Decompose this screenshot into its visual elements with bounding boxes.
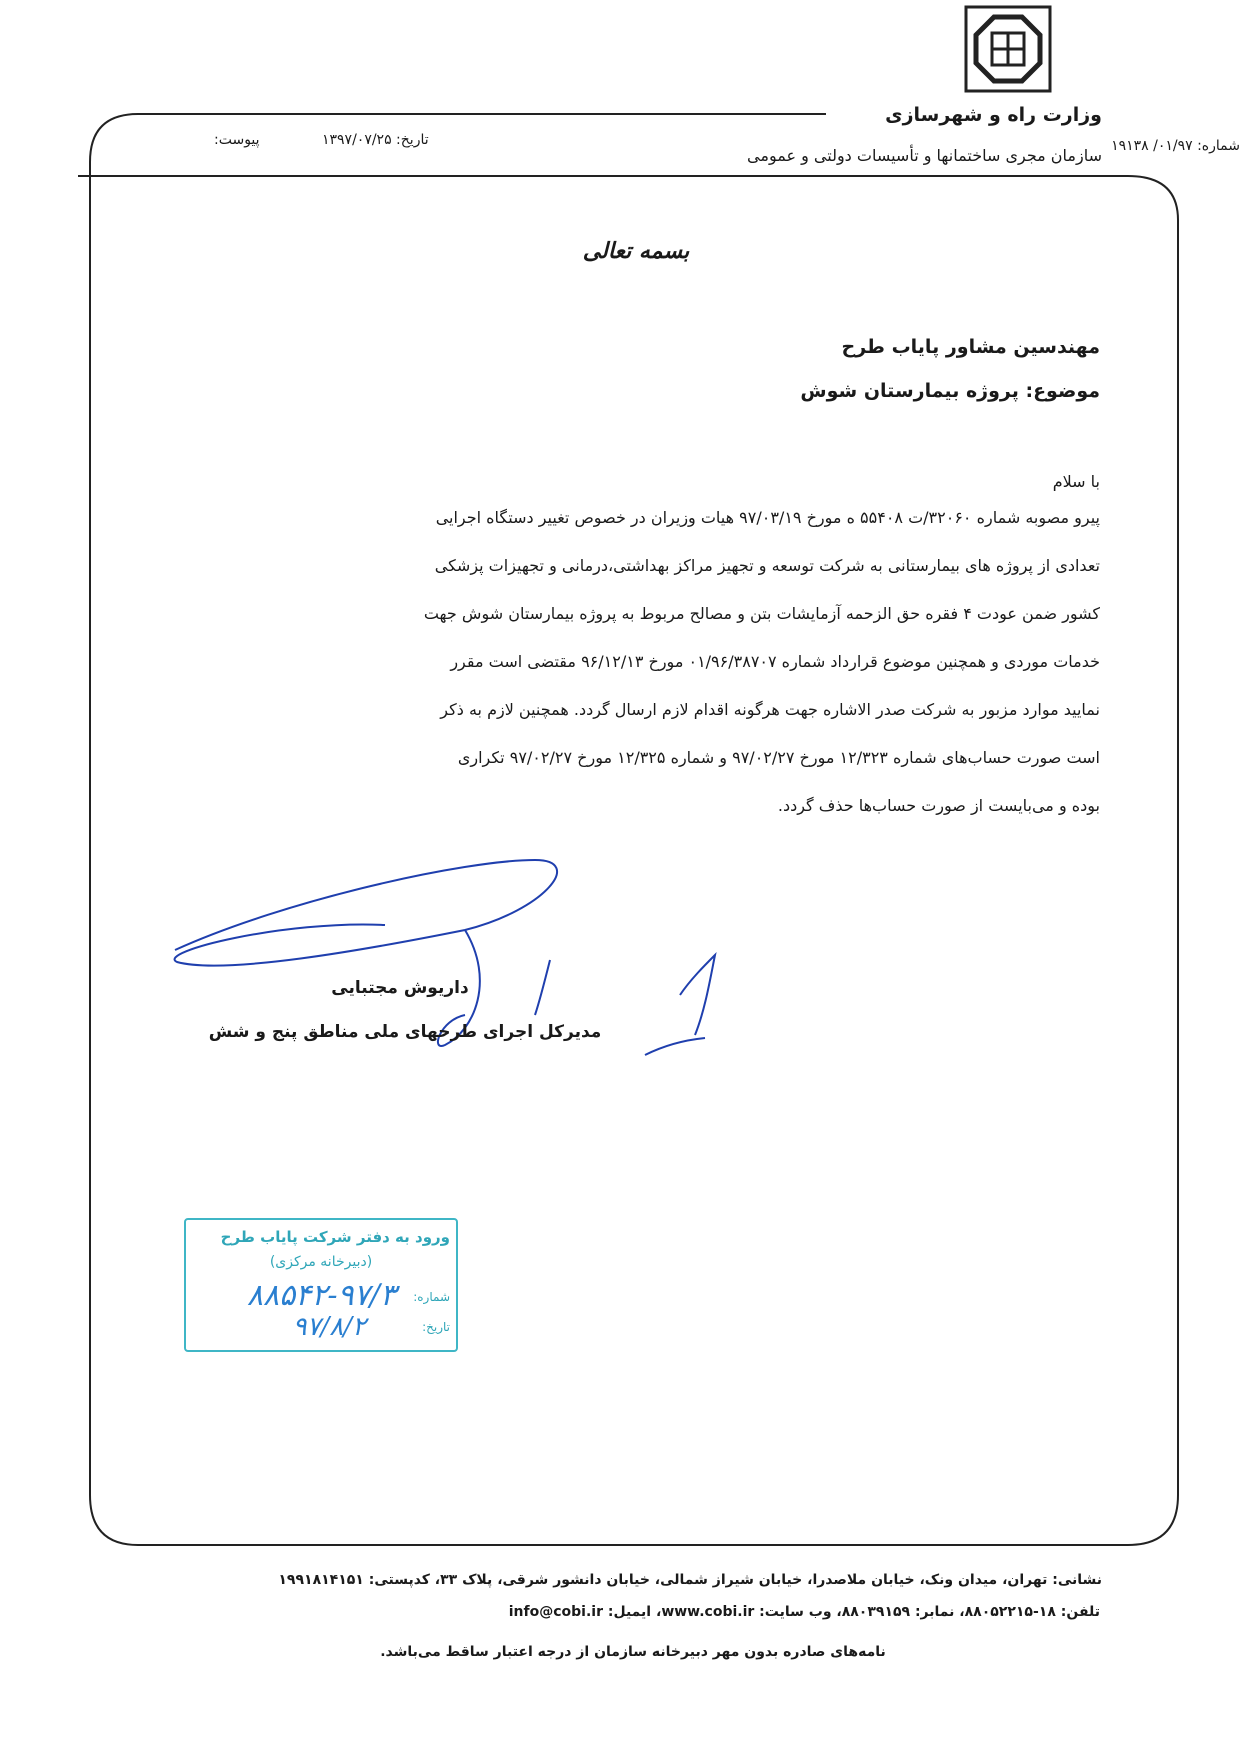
date-label: تاریخ: <box>396 132 429 148</box>
number-value: ۰۱/۹۷/ ۱۹۱۳۸ <box>1111 138 1193 154</box>
footer-address: نشانی: تهران، میدان ونک، خیابان ملاصدرا، خیابان شیراز شمالی، خیابان دانشور شرقی، پلاک ۳۳، کدپستی: ۱۹۹۱۸۱۴۱۵۱ <box>278 1572 1102 1588</box>
footer-contact: تلفن: ۱۸-۸۸۰۵۲۲۱۵، نمابر: ۸۸۰۳۹۱۵۹، وب سایت: www.cobi.ir، ایمیل: info@cobi.ir <box>508 1604 1100 1620</box>
body-line: نمایید موارد مزبور به شرکت صدر الاشاره جهت هرگونه اقدام لازم ارسال گردد. همچنین لازم به ذکر <box>440 700 1100 719</box>
signer-name: داریوش مجتبایی <box>331 978 469 998</box>
addressee: مهندسین مشاور پایاب طرح <box>841 336 1100 358</box>
date-value: ۱۳۹۷/۰۷/۲۵ <box>322 132 392 148</box>
stamp-subtitle: (دبیرخانه مرکزی) <box>269 1254 373 1270</box>
number-field <box>580 138 1240 154</box>
stamp-date-value: ۹۷/۸/۲ <box>292 1312 366 1342</box>
stamp-date-label: تاریخ: <box>422 1320 450 1334</box>
subject-line: موضوع: پروژه بیمارستان شوش <box>800 380 1100 402</box>
body-line: تعدادی از پروژه های بیمارستانی به شرکت توسعه و تجهیز مراکز بهداشتی،درمانی و تجهیزات پزشکی <box>434 556 1100 575</box>
office-stamp <box>184 1218 458 1352</box>
date-field <box>322 132 429 148</box>
footer-note: نامه‌های صادره بدون مهر دبیرخانه سازمان از درجه اعتبار ساقط می‌باشد. <box>380 1644 886 1660</box>
signer-title: مدیرکل اجرای طرحهای ملی مناطق پنج و شش <box>208 1022 602 1042</box>
handwritten-signature <box>165 840 765 1080</box>
attachment-field <box>214 132 260 148</box>
body-line: خدمات موردی و همچنین موضوع قرارداد شماره ۰۱/۹۶/۳۸۷۰۷ مورخ ۹۶/۱۲/۱۳ مقتضی است مقرر <box>450 652 1100 671</box>
bismillah: بسمه تعالی <box>582 238 690 264</box>
body-line: کشور ضمن عودت ۴ فقره حق الزحمه آزمایشات بتن و مصالح مربوط به پروژه بیمارستان شوش جهت <box>423 604 1100 623</box>
body-line: است صورت حساب‌های شماره ۱۲/۳۲۳ مورخ ۹۷/۰۲/۲۷ و شماره ۱۲/۳۲۵ مورخ ۹۷/۰۲/۲۷ تکراری <box>457 748 1100 767</box>
ministry-name: وزارت راه و شهرسازی <box>885 104 1102 126</box>
number-label: شماره: <box>1197 138 1240 154</box>
letter-body <box>200 508 1100 844</box>
greeting: با سلام <box>1052 472 1100 491</box>
body-line: بوده و می‌بایست از صورت حساب‌ها حذف گردد. <box>777 796 1100 815</box>
stamp-number-label: شماره: <box>413 1290 450 1304</box>
organization-name: سازمان مجری ساختمانها و تأسیسات دولتی و عمومی <box>747 146 1102 165</box>
attachment-label: پیوست: <box>214 132 260 148</box>
ministry-logo <box>964 5 1052 93</box>
stamp-number-value: ۸۸۵۴۲-۹۷/۳ <box>246 1278 396 1313</box>
body-line: پیرو مصوبه شماره ۳۲۰۶۰/ت ۵۵۴۰۸ ه مورخ ۹۷/۰۳/۱۹ هیات وزیران در خصوص تغییر دستگاه اجرایی <box>435 508 1100 527</box>
stamp-title: ورود به دفتر شرکت پایاب طرح <box>220 1228 450 1246</box>
